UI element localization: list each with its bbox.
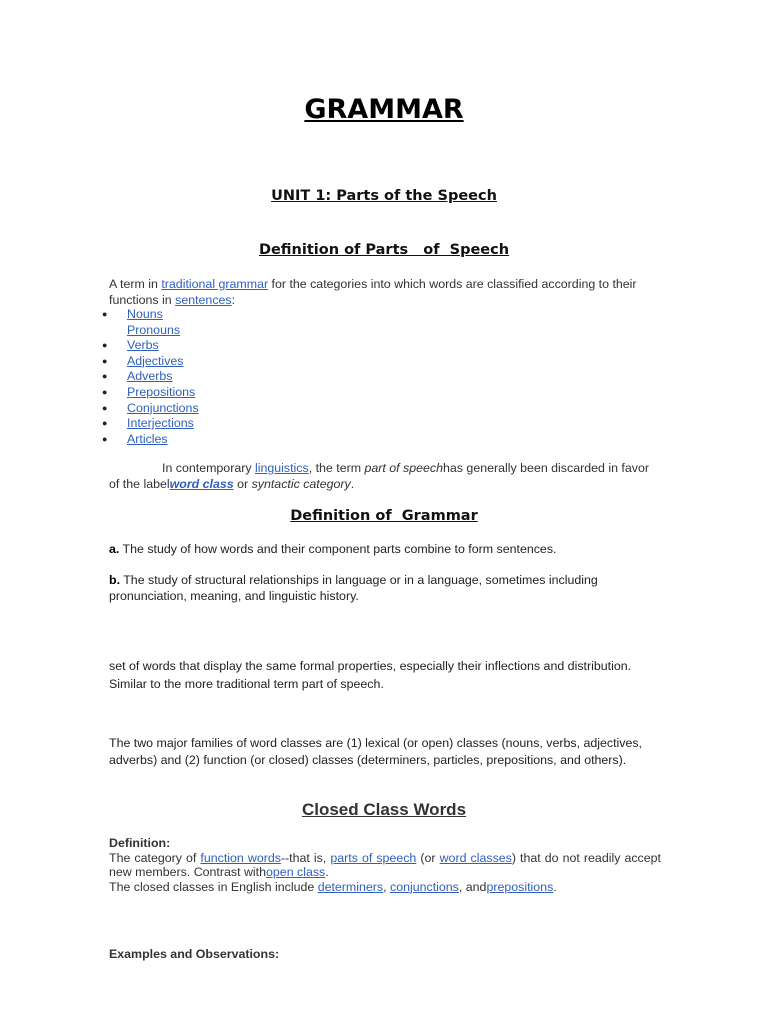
bullet-icon: ● bbox=[102, 433, 108, 444]
list-item bbox=[100, 354, 199, 370]
contemporary-text-4: or bbox=[233, 476, 252, 491]
contemporary-text-3: has generally been discarded in favor of the label bbox=[109, 461, 649, 491]
bullet-icon: ● bbox=[102, 309, 108, 319]
closed-text-7: , bbox=[383, 879, 390, 894]
conjunctions-link[interactable]: Conjunctions bbox=[127, 400, 199, 415]
bullet-icon: ● bbox=[102, 386, 108, 397]
prepositions-link[interactable]: Prepositions bbox=[127, 384, 196, 399]
closed-text-9: . bbox=[553, 879, 557, 894]
list-item bbox=[100, 432, 199, 448]
examples-heading: Examples and Observations: bbox=[109, 947, 280, 961]
document-title: GRAMMAR bbox=[304, 94, 464, 125]
list-item bbox=[100, 369, 199, 385]
contemporary-text-2: , the term bbox=[308, 461, 365, 475]
definition-label: Definition: bbox=[109, 836, 171, 850]
set-of-words-paragraph: set of words that display the same formal properties, especially their inflections and distribution. Similar to the more traditional term part of speech. bbox=[109, 659, 632, 691]
intro-text-3: : bbox=[231, 292, 236, 307]
intro-text-2: for the categories into which words are classified according to their functions in bbox=[109, 277, 637, 307]
traditional-grammar-link[interactable]: traditional grammar bbox=[161, 277, 269, 291]
linguistics-link[interactable]: linguistics bbox=[254, 461, 309, 475]
adverbs-link[interactable]: Adverbs bbox=[127, 369, 173, 384]
closed-text-4: ) that do not readily accept new members. Contrast with bbox=[109, 850, 661, 880]
bullet-icon: ● bbox=[102, 418, 108, 429]
list-item bbox=[100, 401, 199, 417]
syntactic-category-term: syntactic category bbox=[251, 476, 351, 491]
list-item bbox=[100, 338, 199, 354]
definition-b-text: The study of structural relationships in language or in a language, sometimes including pronunciation, meaning, and linguistic history. bbox=[109, 573, 598, 603]
word-classes-link[interactable]: word classes bbox=[439, 850, 512, 865]
bullet-icon: ● bbox=[102, 402, 108, 413]
contemporary-text-5: . bbox=[350, 476, 355, 491]
intro-paragraph bbox=[109, 277, 661, 308]
list-item bbox=[100, 323, 199, 339]
closed-text-3: (or bbox=[416, 850, 440, 865]
definition-b-marker: b. bbox=[109, 573, 121, 587]
closed-text-6: The closed classes in English include bbox=[109, 879, 318, 894]
definition-b bbox=[109, 573, 661, 604]
definition-a bbox=[109, 542, 661, 558]
prepositions-inline-link[interactable]: prepositions bbox=[486, 879, 554, 894]
word-class-families-paragraph: The two major families of word classes are (1) lexical (or open) classes (nouns, verbs, adjectives, adverbs) and (2) function (or closed) classes (determiners, particles, prepositions, and others). bbox=[109, 736, 643, 767]
closed-text-8: , and bbox=[458, 879, 487, 894]
bullet-icon: ● bbox=[102, 340, 108, 351]
parts-of-speech-link[interactable]: parts of speech bbox=[330, 850, 417, 865]
interjections-link[interactable]: Interjections bbox=[127, 416, 194, 431]
closed-text-2: --that is, bbox=[280, 850, 331, 865]
nouns-link[interactable]: Nouns bbox=[127, 307, 163, 321]
grammar-heading bbox=[0, 508, 768, 524]
contemporary-text-1: In contemporary bbox=[162, 461, 255, 475]
verbs-link[interactable]: Verbs bbox=[127, 338, 159, 353]
open-class-link[interactable]: open class bbox=[266, 865, 326, 880]
articles-link[interactable]: Articles bbox=[127, 431, 168, 446]
definition-a-text: The study of how words and their component parts combine to form sentences. bbox=[119, 542, 557, 556]
adjectives-link[interactable]: Adjectives bbox=[127, 353, 184, 368]
closed-text-5: . bbox=[325, 865, 329, 880]
determiners-link[interactable]: determiners bbox=[317, 879, 384, 894]
grammar-heading-text: Definition of Grammar bbox=[290, 508, 478, 524]
sentences-link[interactable]: sentences bbox=[175, 292, 232, 307]
conjunctions-inline-link[interactable]: conjunctions bbox=[390, 879, 459, 894]
contemporary-paragraph bbox=[109, 461, 661, 492]
parts-of-speech-list bbox=[100, 307, 199, 447]
closed-text-1: The category of bbox=[109, 850, 201, 865]
list-item bbox=[100, 307, 199, 323]
intro-text-1: A term in bbox=[109, 277, 162, 291]
closed-class-definition bbox=[109, 836, 661, 894]
bullet-icon: ● bbox=[102, 371, 108, 382]
definition-a-marker: a. bbox=[109, 542, 120, 556]
parts-of-speech-heading bbox=[0, 242, 768, 258]
part-of-speech-term: part of speech bbox=[364, 461, 444, 475]
unit-heading: UNIT 1: Parts of the Speech bbox=[271, 188, 497, 204]
closed-class-heading: Closed Class Words bbox=[301, 800, 467, 819]
function-words-link[interactable]: function words bbox=[200, 850, 281, 865]
pronouns-link[interactable]: Pronouns bbox=[127, 322, 181, 337]
word-class-link[interactable]: word class bbox=[169, 476, 234, 491]
parts-of-speech-heading-text: Definition of Parts of Speech bbox=[258, 242, 510, 258]
bullet-icon: ● bbox=[102, 355, 108, 366]
list-item bbox=[100, 416, 199, 432]
list-item bbox=[100, 385, 199, 401]
